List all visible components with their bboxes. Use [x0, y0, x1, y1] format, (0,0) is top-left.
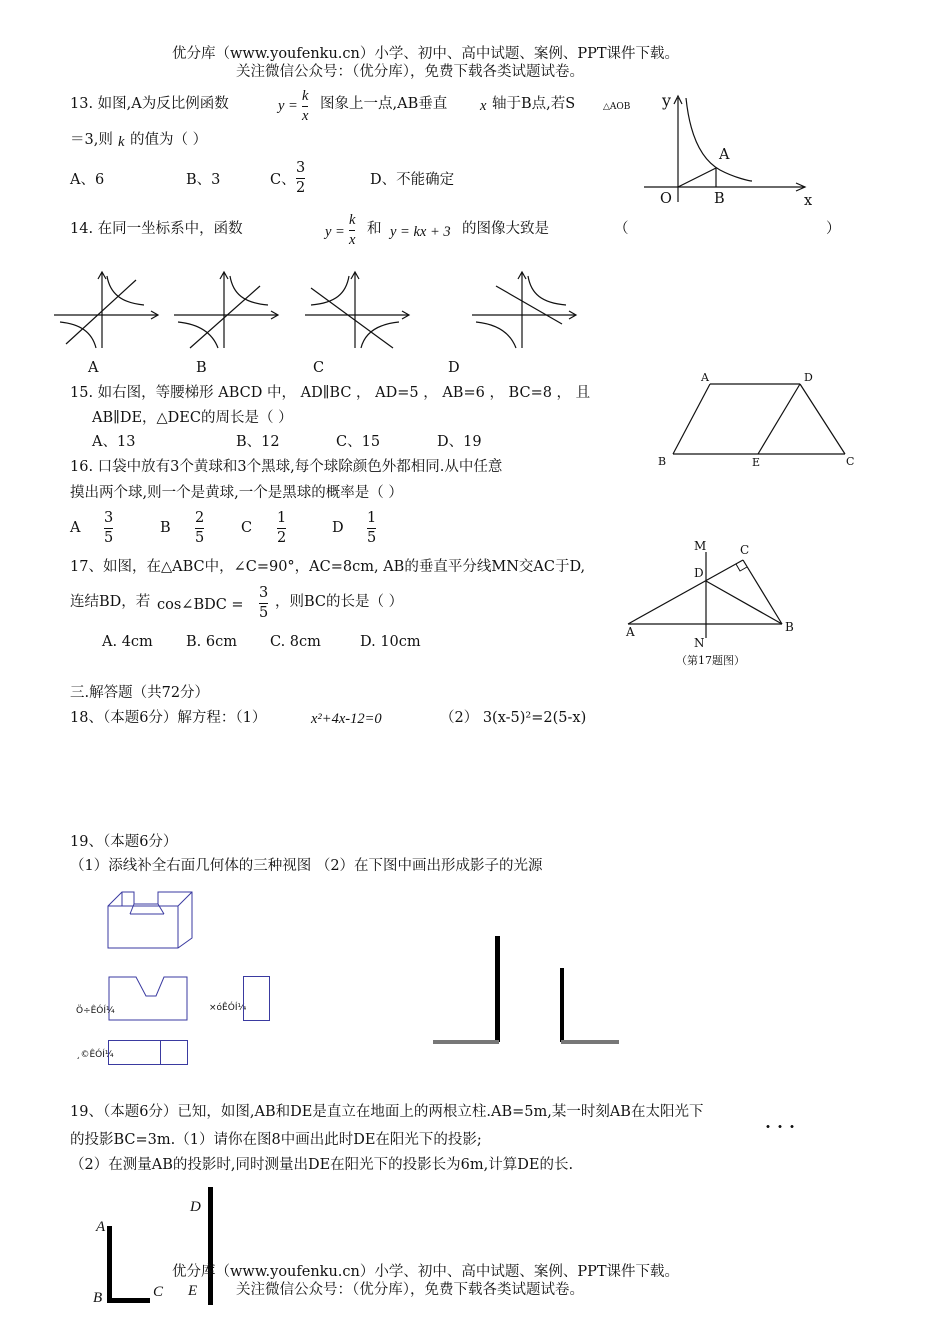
- q19b-shadow-bc: [107, 1298, 150, 1303]
- q14-paren-right: ）: [826, 221, 841, 237]
- q16-option-b-label: B: [160, 520, 171, 536]
- footer-line-1: 优分库（www.youfenku.cn）小学、初中、高中试题、案例、PPT课件下载。: [172, 1264, 680, 1280]
- q19b-line-2: 的投影BC=3m.（1）请你在图8中画出此时DE在阳光下的投影;: [70, 1132, 482, 1148]
- q14-graph-a: [52, 270, 162, 350]
- q17-fig-m: M: [694, 539, 707, 553]
- q19b-post-ab: [107, 1226, 112, 1302]
- q14b-line: [190, 286, 260, 348]
- q16-line-1: 16. 口袋中放有3个黄球和3个黑球,每个球除颜色外都相同.从中任意: [70, 459, 503, 475]
- q14-fraction: [349, 213, 355, 247]
- q17-fig-d: D: [694, 566, 704, 580]
- q14-and: 和: [367, 221, 382, 237]
- q16-opt-d-num: 1: [367, 510, 377, 526]
- q15-line-2: AB∥DE，△DEC的周长是（ ）: [92, 410, 293, 426]
- q16-opt-c-num: 1: [277, 510, 287, 526]
- header-line-1: 优分库（www.youfenku.cn）小学、初中、高中试题、案例、PPT课件下载。: [172, 46, 680, 62]
- q13-fig-a: A: [719, 147, 730, 163]
- q14-text-b: 的图像大致是: [462, 221, 549, 237]
- q14d-curve-1: [528, 276, 566, 305]
- q19a-solid-figure: [104, 886, 204, 956]
- q13-frac-num: k: [302, 88, 309, 104]
- q14-text-a: 14. 在同一坐标系中，函数: [70, 221, 243, 237]
- q17-option-a: A. 4cm: [102, 634, 153, 650]
- q19a-solid-edge-3: [178, 892, 192, 906]
- q15-option-b: B、12: [236, 434, 280, 450]
- q19a-front-view-label: Ö÷ÊÓÍ¼: [76, 1006, 115, 1016]
- q13-optc-num: 3: [296, 160, 306, 176]
- q13-segment-oa: [678, 168, 716, 187]
- q13-k-var: k: [118, 134, 125, 150]
- q14c-curve-2: [361, 322, 399, 348]
- q16-option-c-label: C: [241, 520, 253, 536]
- q13-fig-x: x: [804, 193, 813, 209]
- q17-frac-den: 5: [259, 604, 269, 621]
- q17-option-d: D. 10cm: [360, 634, 421, 650]
- q13-text-e: 的值为（ ）: [130, 132, 208, 148]
- q14-graph-c: [303, 270, 413, 350]
- q13-option-b: B、3: [186, 172, 221, 188]
- q17-fig-n: N: [694, 636, 705, 650]
- header-line-2: 关注微信公众号：（优分库），免费下载各类试题试卷。: [236, 64, 584, 80]
- q15-line-1: 15. 如右图，等腰梯形 ABCD 中， AD∥BC ， AD=5 ， AB=6 ， BC=8 ， 且: [70, 385, 591, 401]
- q15-fig-a: A: [701, 371, 709, 384]
- q14c-curve-1: [311, 276, 349, 305]
- q13-x-var: x: [480, 98, 487, 114]
- q15-trapezoid-figure: [660, 371, 860, 464]
- q19b-fig-c: C: [153, 1284, 164, 1300]
- q18-text-b: （2） 3(x-5)²=2(5-x): [440, 710, 587, 726]
- q15-option-d: D、19: [437, 434, 482, 450]
- q17-line-2b: ，则BC的长是（ ）: [275, 594, 404, 610]
- q15-side-de: [758, 384, 800, 454]
- q19b-fig-d: D: [190, 1199, 201, 1215]
- q16-opt-b-num: 2: [195, 510, 205, 526]
- q14-graph-b: [172, 270, 282, 350]
- q15-option-a: A、13: [92, 434, 136, 450]
- footer-line-2: 关注微信公众号：（优分库），免费下载各类试题试卷。: [236, 1282, 584, 1298]
- q15-option-c: C、15: [336, 434, 381, 450]
- q13-option-c-fraction: [296, 161, 305, 195]
- q17-fig-b: B: [785, 620, 794, 634]
- q13-fig-b: B: [714, 191, 725, 207]
- q17-cos-expr: cos∠BDC =: [157, 597, 244, 613]
- q14-frac-num: k: [349, 212, 356, 228]
- q19a-left-view: [243, 976, 270, 1021]
- q19a-front-view: [108, 976, 188, 1022]
- q14-y2: y = kx + 3: [390, 224, 451, 240]
- q17-right-angle-mark: [736, 564, 747, 571]
- q17-fig-c: C: [740, 543, 750, 557]
- q17-line-2a: 连结BD，若: [70, 594, 151, 610]
- q13-fig-o: O: [660, 191, 672, 207]
- q14b-curve-1: [230, 276, 268, 305]
- q15-side-ab: [673, 384, 710, 454]
- q14-graph-d: [470, 270, 580, 350]
- q16-opt-a-den: 5: [104, 529, 114, 546]
- q19a-shadow-right: [561, 1040, 619, 1044]
- q14-label-b: B: [196, 360, 207, 376]
- q15-fig-d: D: [804, 371, 813, 384]
- q14b-curve-2: [178, 322, 218, 348]
- q13-option-a: A、6: [70, 172, 105, 188]
- q19a-top-view-label: ¸©ÊÓÍ¼: [76, 1050, 114, 1060]
- q14d-curve-2: [476, 322, 516, 348]
- section-3-heading: 三.解答题（共72分）: [70, 685, 210, 701]
- q14c-line: [311, 288, 393, 348]
- q16-option-d-fraction: [367, 511, 376, 545]
- q16-opt-c-den: 2: [277, 529, 287, 546]
- q13-y-eq: y =: [278, 98, 298, 114]
- q14-label-c: C: [313, 360, 325, 376]
- q14a-curve-2: [60, 322, 96, 348]
- q14d-line: [496, 286, 562, 324]
- q17-side-bc: [743, 560, 782, 624]
- q16-opt-d-den: 5: [367, 529, 377, 546]
- q19a-left-view-label: ×óÊÓÍ¼: [209, 1003, 247, 1013]
- q15-side-dc: [800, 384, 845, 454]
- q19a-instruction: （1）添线补全右面几何体的三种视图 （2）在下图中画出形成影子的光源: [70, 858, 543, 874]
- q16-opt-b-den: 5: [195, 529, 205, 546]
- q16-opt-a-num: 3: [104, 510, 114, 526]
- q19a-front-view-shape: [109, 977, 187, 1020]
- q17-fig-a: A: [626, 625, 635, 639]
- q13-subscript: △AOB: [603, 102, 631, 112]
- q13-optc-den: 2: [296, 179, 306, 196]
- q19b-fig-a: A: [96, 1219, 106, 1235]
- q16-line-2: 摸出两个球,则一个是黄球,一个是黑球的概率是（ ）: [70, 485, 403, 501]
- q16-option-c-fraction: [277, 511, 286, 545]
- q14a-line: [66, 280, 136, 344]
- q19a-top-view-divider: [160, 1040, 161, 1065]
- q13-text-b: 图象上一点,AB垂直: [320, 96, 448, 112]
- q13-fraction: [302, 89, 308, 123]
- q16-option-b-fraction: [195, 511, 204, 545]
- q13-option-c: C、: [270, 172, 296, 188]
- q16-option-a-fraction: [104, 511, 113, 545]
- q17-fraction: [259, 586, 268, 620]
- q13-text-d: ＝3,则: [70, 132, 113, 148]
- q19a-post-left: [495, 936, 500, 1042]
- q14-paren-left: （: [614, 221, 629, 237]
- q19a-shadow-left: [433, 1040, 499, 1044]
- q16-option-d-label: D: [332, 520, 344, 536]
- q19b-line-3: （2）在测量AB的投影时,同时测量出DE在阳光下的投影长为6m,计算DE的长.: [70, 1157, 574, 1173]
- q16-option-a-label: A: [70, 520, 81, 536]
- q13-fig-y: y: [662, 91, 672, 110]
- q17-fig-caption: （第17题图）: [676, 654, 745, 667]
- q19b-fig-b: B: [93, 1290, 103, 1306]
- q13-hyperbola-curve: [686, 98, 752, 181]
- q19a-solid-outline: [108, 892, 192, 948]
- q13-text-a: 13. 如图,A为反比例函数: [70, 96, 229, 112]
- q15-fig-e: E: [752, 456, 761, 469]
- q19a-title: 19、（本题6分）: [70, 834, 178, 850]
- q17-option-b: B. 6cm: [186, 634, 237, 650]
- q13-option-d: D、不能确定: [370, 172, 455, 188]
- q19b-emphasis-dots: [762, 1125, 798, 1128]
- q17-option-c: C. 8cm: [270, 634, 321, 650]
- q18-text-a: 18、（本题6分）解方程：（1）: [70, 710, 267, 726]
- q19b-line-1: 19、（本题6分）已知，如图,AB和DE是直立在地面上的两根立柱.AB=5m,某一时刻AB在太阳光下: [70, 1104, 704, 1120]
- q15-fig-c: C: [846, 455, 855, 468]
- q19b-post-de: [208, 1187, 213, 1305]
- q18-equation-1: x²+4x-12=0: [311, 711, 382, 727]
- q13-frac-den: x: [302, 107, 309, 124]
- q19a-post-right: [560, 968, 564, 1042]
- q15-fig-b: B: [658, 455, 667, 468]
- q13-text-c: 轴于B点,若S: [492, 96, 576, 112]
- q17-line-1: 17、如图，在△ABC中，∠C=90°，AC=8cm, AB的垂直平分线MN交AC于D,: [70, 559, 586, 575]
- q14-label-d: D: [448, 360, 460, 376]
- q14-label-a: A: [88, 360, 99, 376]
- q19a-top-view: [108, 1040, 188, 1065]
- q17-segment-bd: [706, 581, 782, 624]
- q19b-fig-e: E: [188, 1283, 198, 1299]
- q17-frac-num: 3: [259, 585, 269, 601]
- q14-y1: y =: [325, 224, 345, 240]
- q14-frac-den: x: [349, 231, 356, 248]
